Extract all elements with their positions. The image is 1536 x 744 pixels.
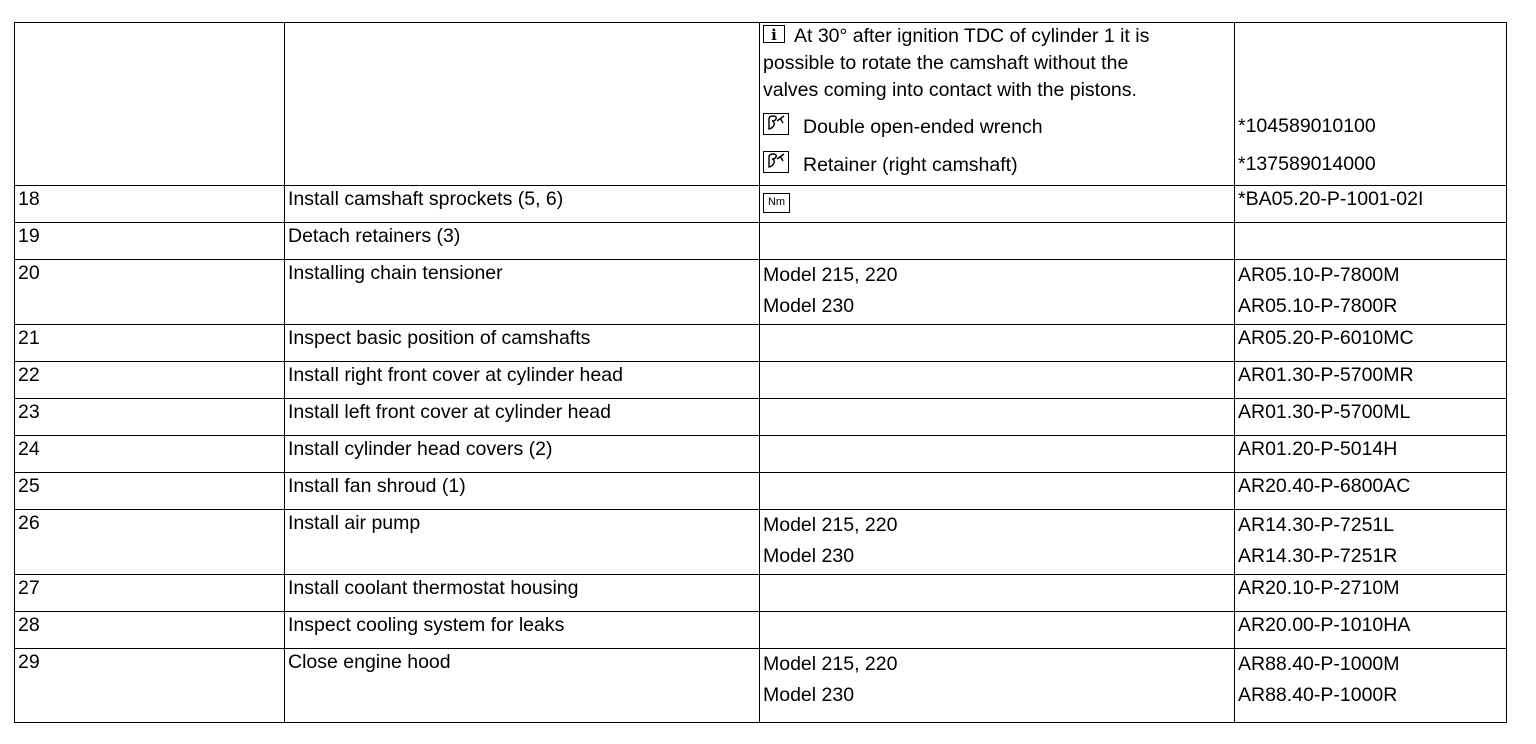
- action-cell: Close engine hood: [285, 649, 760, 723]
- step-cell: 21: [15, 325, 285, 362]
- notes-cell: [760, 399, 1235, 436]
- ref-cell[interactable]: AR01.30-P-5700ML: [1235, 399, 1507, 436]
- notes-cell: [760, 186, 1235, 223]
- wrench-tool-icon: [763, 113, 789, 135]
- notes-cell: [760, 23, 1235, 186]
- action-cell: Install cylinder head covers (2): [285, 436, 760, 473]
- notes-cell: [760, 575, 1235, 612]
- table-row: [15, 362, 1507, 399]
- table-row: [15, 649, 1507, 723]
- action-cell: Inspect cooling system for leaks: [285, 612, 760, 649]
- table-row: [15, 612, 1507, 649]
- action-cell: Install left front cover at cylinder head: [285, 399, 760, 436]
- tool-ref: *104589010100: [1238, 115, 1376, 137]
- ref-cell[interactable]: *BA05.20-P-1001-02I: [1235, 186, 1507, 223]
- note-text: possible to rotate the camshaft without the: [763, 52, 1129, 74]
- action-cell: Inspect basic position of camshafts: [285, 325, 760, 362]
- step-cell: 26: [15, 510, 285, 575]
- notes-cell: [760, 473, 1235, 510]
- action-cell: [285, 23, 760, 186]
- action-cell: Install fan shroud (1): [285, 473, 760, 510]
- table-row: [15, 186, 1507, 223]
- notes-cell: [760, 436, 1235, 473]
- ref-link[interactable]: AR88.40-P-1000M: [1238, 653, 1400, 675]
- wrench-tool-icon: [763, 151, 789, 173]
- tool-line: [763, 109, 1234, 147]
- table-row: [15, 510, 1507, 575]
- info-icon: i: [763, 25, 785, 43]
- note-text: At 30° after ignition TDC of cylinder 1 it is: [794, 25, 1150, 47]
- action-cell: Install coolant thermostat housing: [285, 575, 760, 612]
- table-row: [15, 436, 1507, 473]
- tool-label: Retainer (right camshaft): [803, 154, 1018, 176]
- procedure-table: [14, 22, 1507, 723]
- table-row: [15, 575, 1507, 612]
- step-cell: 19: [15, 223, 285, 260]
- notes-cell: [760, 325, 1235, 362]
- tool-line: [763, 147, 1234, 185]
- notes-cell: [760, 510, 1235, 575]
- action-cell: Install right front cover at cylinder head: [285, 362, 760, 399]
- ref-link[interactable]: AR14.30-P-7251L: [1238, 514, 1395, 536]
- model-note: Model 215, 220: [763, 653, 898, 675]
- ref-link[interactable]: AR05.10-P-7800R: [1238, 295, 1398, 317]
- table-row: [15, 399, 1507, 436]
- ref-cell[interactable]: AR01.20-P-5014H: [1235, 436, 1507, 473]
- ref-link[interactable]: AR88.40-P-1000R: [1238, 684, 1398, 706]
- ref-cell: [1235, 649, 1507, 723]
- table-row: [15, 260, 1507, 325]
- action-cell: Install camshaft sprockets (5, 6): [285, 186, 760, 223]
- step-cell: 23: [15, 399, 285, 436]
- action-cell: Installing chain tensioner: [285, 260, 760, 325]
- notes-cell: [760, 362, 1235, 399]
- tool-ref: *137589014000: [1238, 153, 1376, 175]
- step-cell: 29: [15, 649, 285, 723]
- ref-cell: [1235, 260, 1507, 325]
- refs-cell: [1235, 23, 1507, 186]
- model-note: Model 230: [763, 545, 855, 567]
- step-cell: 22: [15, 362, 285, 399]
- step-cell: 28: [15, 612, 285, 649]
- notes-cell: [760, 260, 1235, 325]
- note-line: [763, 23, 1234, 50]
- step-cell: [15, 23, 285, 186]
- model-note: Model 230: [763, 295, 855, 317]
- ref-cell: [1235, 223, 1507, 260]
- notes-cell: [760, 612, 1235, 649]
- table-row: [15, 23, 1507, 186]
- step-cell: 27: [15, 575, 285, 612]
- table-row: [15, 473, 1507, 510]
- torque-nm-icon: Nm: [763, 193, 790, 213]
- table-row: [15, 325, 1507, 362]
- ref-cell[interactable]: AR20.00-P-1010HA: [1235, 612, 1507, 649]
- ref-cell[interactable]: AR05.20-P-6010MC: [1235, 325, 1507, 362]
- step-cell: 20: [15, 260, 285, 325]
- step-cell: 24: [15, 436, 285, 473]
- ref-link[interactable]: AR14.30-P-7251R: [1238, 545, 1398, 567]
- table-row: [15, 223, 1507, 260]
- step-cell: 25: [15, 473, 285, 510]
- tool-label: Double open-ended wrench: [803, 116, 1043, 138]
- ref-cell: [1235, 510, 1507, 575]
- ref-cell[interactable]: AR20.40-P-6800AC: [1235, 473, 1507, 510]
- ref-cell[interactable]: AR01.30-P-5700MR: [1235, 362, 1507, 399]
- action-cell: Detach retainers (3): [285, 223, 760, 260]
- model-note: Model 230: [763, 684, 855, 706]
- model-note: Model 215, 220: [763, 514, 898, 536]
- action-cell: Install air pump: [285, 510, 760, 575]
- ref-link[interactable]: AR05.10-P-7800M: [1238, 264, 1400, 286]
- model-note: Model 215, 220: [763, 264, 898, 286]
- ref-cell[interactable]: AR20.10-P-2710M: [1235, 575, 1507, 612]
- note-text: valves coming into contact with the pistons.: [763, 79, 1137, 101]
- notes-cell: [760, 649, 1235, 723]
- step-cell: 18: [15, 186, 285, 223]
- notes-cell: [760, 223, 1235, 260]
